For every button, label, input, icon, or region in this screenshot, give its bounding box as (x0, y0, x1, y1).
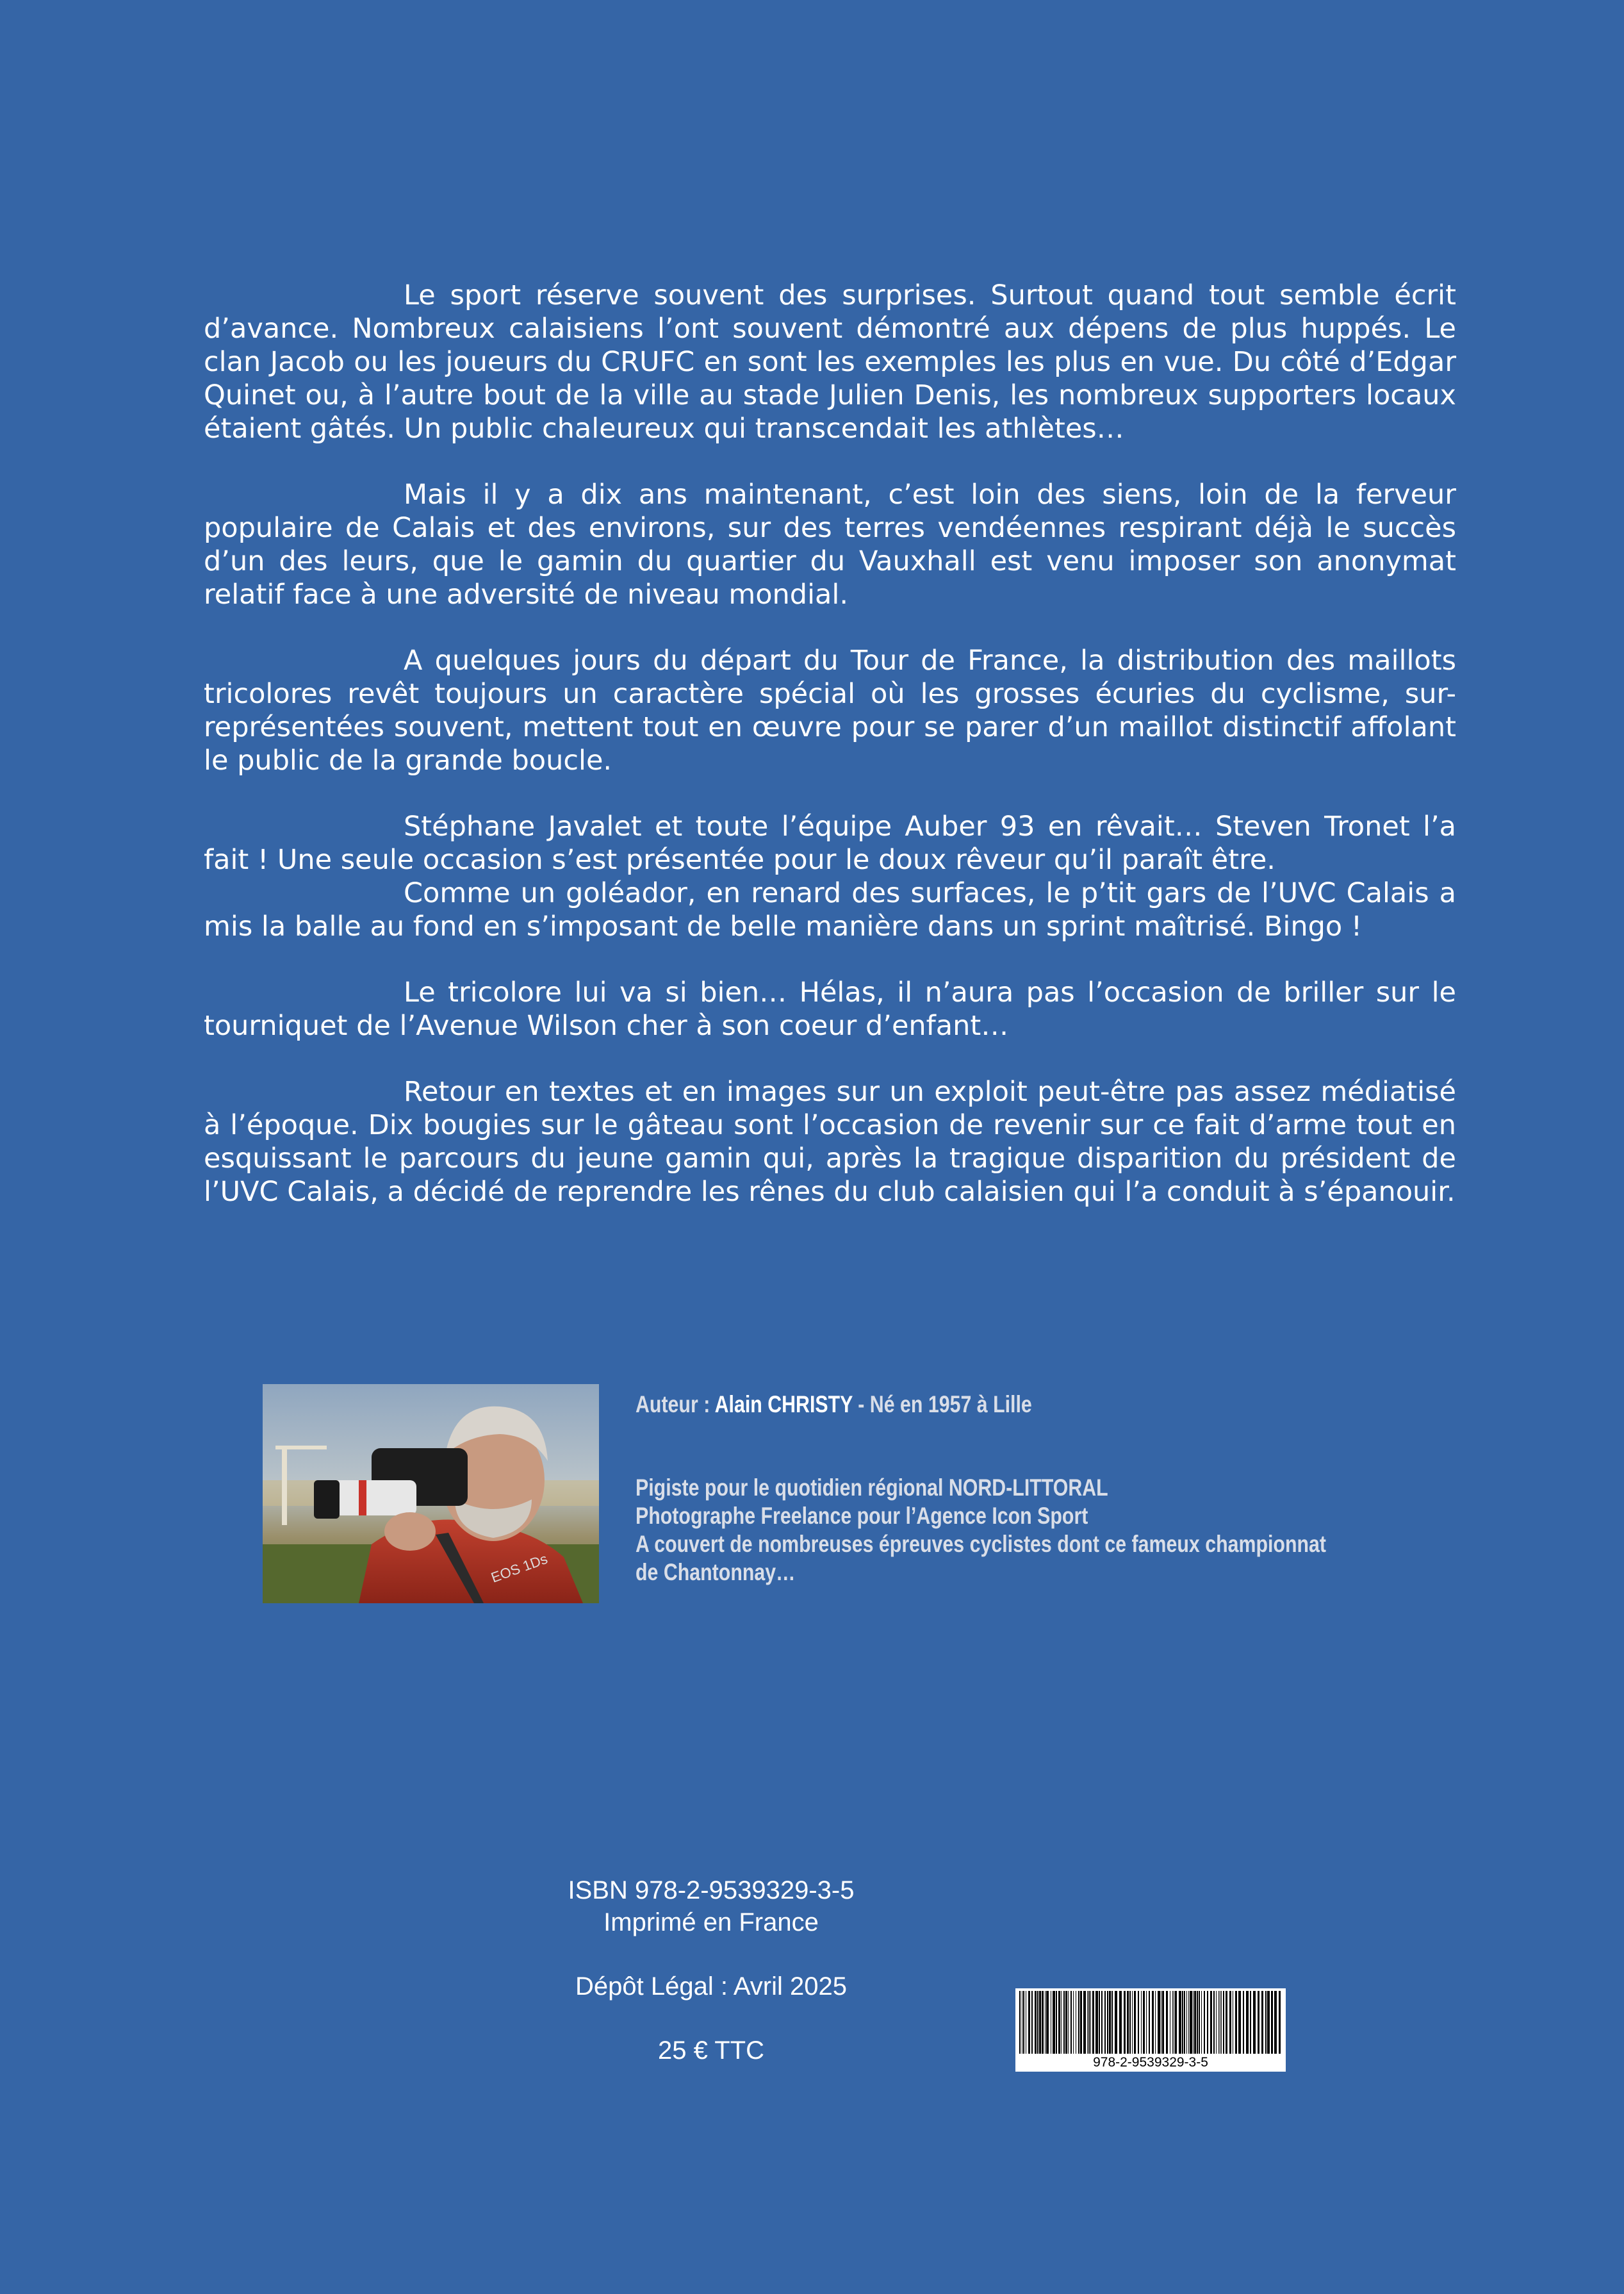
author-bio-line-3: A couvert de nombreuses épreuves cyclistes dont ce fameux championnat (636, 1531, 1326, 1557)
blurb-paragraph-6: Retour en textes et en images sur un exploit peut-être pas assez médiatisé à l’époque. Dix bougies sur le gâteau sont l’occasion de revenir sur ce fait d’arme tout en esquissant le parcours du jeune gamin qui, après la tragique disparition du président de l’UVC Calais, a décidé de reprendre les rênes du club calaisien qui l’a conduit à s’épanouir. (204, 1076, 1456, 1208)
author-bio-line-4: de Chantonnay… (636, 1559, 796, 1585)
blurb-paragraph-1: Le sport réserve souvent des surprises. Surtout quand tout semble écrit d’avance. Nombreux calaisiens l’ont souvent démontré aux dépens de plus huppés. Le clan Jacob ou les joueurs du CRUFC en sont les exemples les plus en vue. Du côté d’Edgar Quinet ou, à l’autre bout de la ville au stade Julien Denis, les nombreux supporters locaux étaient gâtés. Un public chaleureux qui transcendait les athlètes… (204, 279, 1456, 445)
author-line (636, 1390, 1266, 1419)
price-text: 25 € TTC (658, 2036, 764, 2065)
blurb-paragraph-5: Le tricolore lui va si bien… Hélas, il n’aura pas l’occasion de briller sur le tourniquet de l’Avenue Wilson cher à son coeur d’enfant… (204, 977, 1456, 1042)
legal-deposit-text: Dépôt Légal : Avril 2025 (575, 1972, 847, 2001)
author-bio-line-1: Pigiste pour le quotidien régional NORD-LITTORAL (636, 1474, 1108, 1501)
blurb-paragraph-4 (204, 810, 1456, 943)
author-photo (263, 1384, 599, 1603)
isbn-text: ISBN 978-2-9539329-3-5 (568, 1876, 855, 1904)
author-birth: - Né en 1957 à Lille (852, 1391, 1032, 1417)
author-bio-line-2: Photographe Freelance pour l’Agence Icon Sport (636, 1503, 1088, 1529)
blurb-paragraph-4a: Stéphane Javalet et toute l’équipe Auber 93 en rêvait… Steven Tronet l’a fait ! Une seule occasion s’est présentée pour le doux rêveur qu’il paraît être. (204, 811, 1456, 876)
barcode-digits: 978-2-9539329-3-5 (1093, 2055, 1208, 2070)
printed-in-text: Imprimé en France (603, 1908, 819, 1936)
colophon (487, 1874, 935, 2067)
author-label: Auteur : (636, 1391, 715, 1417)
blurb-paragraph-4b: Comme un goléador, en renard des surfaces, le p’tit gars de l’UVC Calais a mis la balle au fond en s’imposant de belle manière dans un sprint maîtrisé. Bingo ! (204, 877, 1456, 943)
author-name: Alain CHRISTY (714, 1391, 853, 1417)
blurb-paragraph-3: A quelques jours du départ du Tour de France, la distribution des maillots tricolores revêt toujours un caractère spécial où les grosses écuries du cyclisme, sur-représentées souvent, mettent tout en œuvre pour se parer d’un maillot distinctif affolant le public de la grande boucle. (204, 645, 1456, 777)
blurb-paragraph-2: Mais il y a dix ans maintenant, c’est loin des siens, loin de la ferveur populaire de Calais et des environs, sur des terres vendéennes respirant déjà le succès d’un des leurs, que le gamin du quartier du Vauxhall est venu imposer son anonymat relatif face à une adversité de niveau mondial. (204, 479, 1456, 611)
back-cover-blurb (204, 279, 1456, 1241)
barcode-bars (1015, 1988, 1286, 2055)
camera-strap-text: EOS 1Ds (489, 1550, 550, 1586)
author-info (636, 1390, 1326, 1587)
isbn-barcode (1015, 1988, 1286, 2072)
